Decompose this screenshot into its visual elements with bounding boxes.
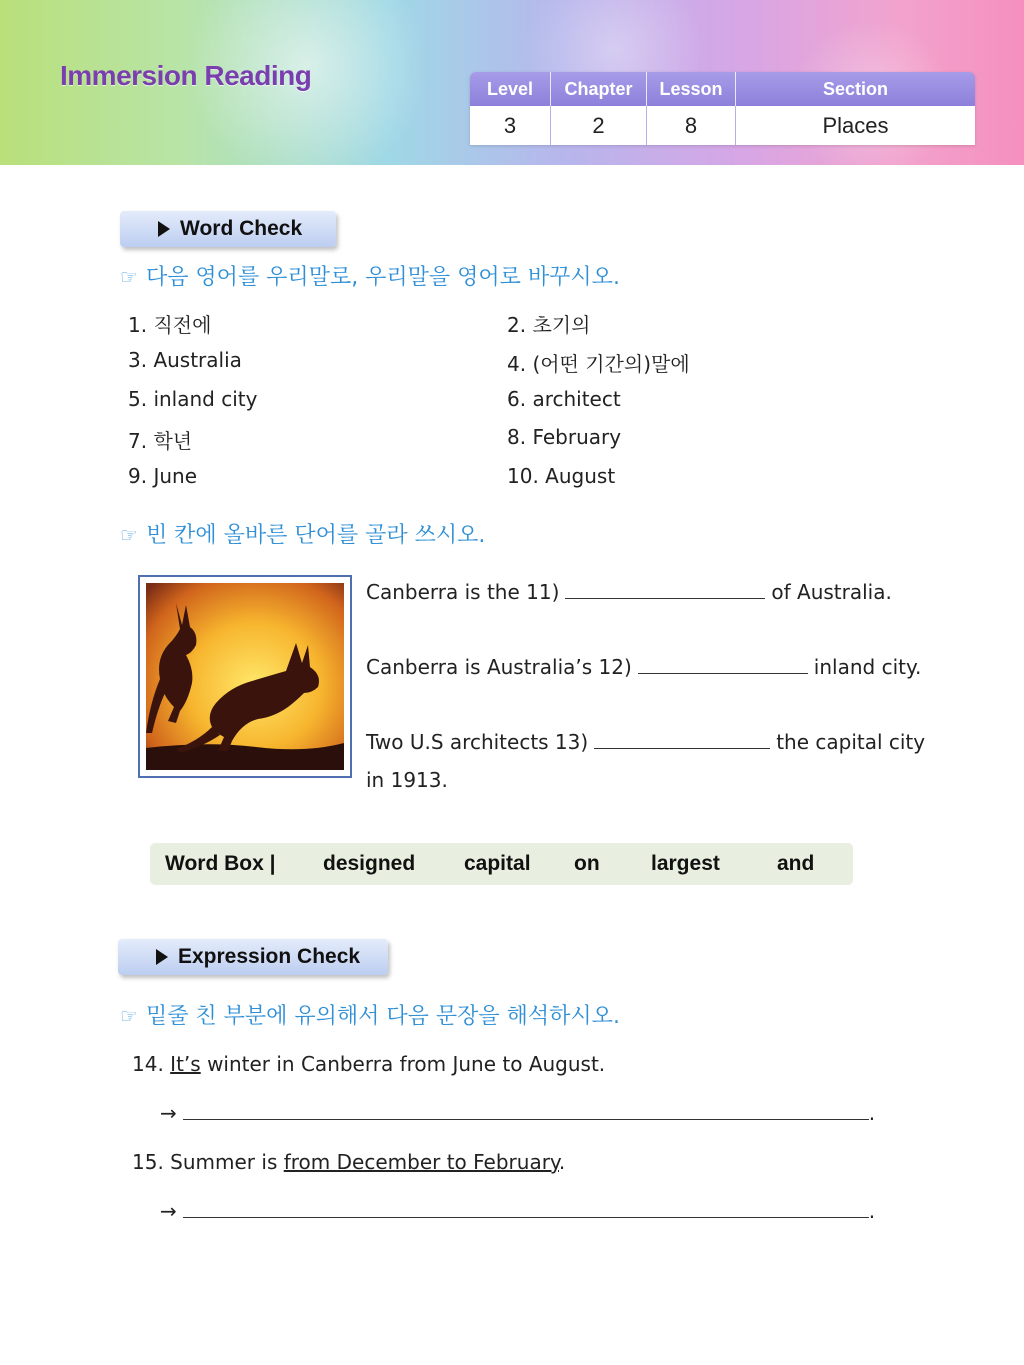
play-triangle-icon	[158, 221, 170, 237]
word-item-4: 4. (어떤 기간의)말에	[507, 352, 690, 376]
q15-underlined: from December to February	[283, 1150, 559, 1174]
play-triangle-icon	[156, 949, 168, 965]
q14-number: 14.	[132, 1052, 164, 1076]
question-15	[132, 1150, 565, 1174]
word-option-largest: largest	[651, 852, 720, 875]
word-check-label: Word Check	[180, 217, 303, 240]
expression-check-label: Expression Check	[178, 945, 361, 968]
sentence-13-continuation: in 1913.	[366, 768, 448, 792]
info-header-row	[470, 72, 975, 106]
word-item-1: 1. 직전에	[128, 313, 212, 337]
word-box	[150, 843, 853, 885]
sentence-13-before: Two U.S architects 13)	[366, 730, 589, 754]
pointing-hand-icon: ☞	[120, 523, 138, 547]
sentence-11-after: of Australia.	[771, 580, 892, 604]
word-item-3: 3. Australia	[128, 348, 242, 372]
word-option-designed: designed	[323, 852, 416, 875]
value-chapter: 2	[551, 106, 647, 145]
lesson-info-table	[470, 72, 975, 145]
blank-13-input[interactable]	[594, 730, 770, 749]
col-level: Level	[470, 72, 551, 106]
q15-end: .	[558, 1150, 566, 1174]
word-item-2: 2. 초기의	[507, 313, 591, 337]
answer-15-period: .	[868, 1199, 876, 1223]
fill-blank-instruction	[120, 518, 485, 549]
word-item-9: 9. June	[128, 464, 197, 488]
answer-14-period: .	[868, 1101, 876, 1125]
word-option-and: and	[777, 852, 815, 875]
arrow-icon: →	[160, 1199, 177, 1223]
q15-number: 15. Summer is	[132, 1150, 278, 1174]
expression-instruction-text: 밑줄 친 부분에 유의해서 다음 문장을 해석하시오.	[145, 1004, 620, 1029]
word-check-instruction-text: 다음 영어를 우리말로, 우리말을 영어로 바꾸시오.	[145, 265, 620, 290]
sentence-11	[366, 580, 892, 604]
blank-12-input[interactable]	[638, 655, 808, 674]
q14-rest: winter in Canberra from June to August.	[207, 1052, 606, 1076]
blank-11-input[interactable]	[565, 580, 765, 599]
q14-underlined: It’s	[170, 1052, 201, 1076]
col-section: Section	[822, 78, 888, 99]
word-option-on: on	[574, 852, 600, 875]
answer-14-line[interactable]	[160, 1101, 875, 1125]
sentence-12-before: Canberra is Australia’s 12)	[366, 655, 632, 679]
sentence-11-before: Canberra is the 11)	[366, 580, 560, 604]
value-lesson: 8	[647, 106, 736, 145]
kangaroo-silhouette-illustration	[146, 583, 344, 770]
sentence-12-after: inland city.	[813, 655, 922, 679]
expression-instruction	[120, 999, 620, 1030]
expression-check-tab	[118, 939, 388, 975]
pointing-hand-icon: ☞	[120, 1004, 138, 1028]
word-check-instruction	[120, 260, 620, 291]
col-chapter: Chapter	[551, 72, 647, 106]
info-value-row	[470, 106, 975, 145]
pointing-hand-icon: ☞	[120, 265, 138, 289]
header-banner	[0, 0, 1024, 165]
question-14	[132, 1052, 605, 1076]
sentence-13-after: the capital city	[776, 730, 926, 754]
word-item-7: 7. 학년	[128, 429, 193, 453]
word-check-tab	[120, 211, 336, 247]
word-item-6: 6. architect	[507, 387, 621, 411]
sentence-13	[366, 730, 925, 754]
word-item-10: 10. August	[507, 464, 616, 488]
kangaroo-sunset-image	[138, 575, 352, 778]
col-lesson: Lesson	[647, 72, 736, 106]
fill-blank-instruction-text: 빈 칸에 올바른 단어를 골라 쓰시오.	[145, 523, 486, 548]
arrow-icon: →	[160, 1101, 177, 1125]
answer-15-input[interactable]	[183, 1203, 869, 1218]
app-title: Immersion Reading	[60, 60, 312, 91]
value-level: 3	[470, 106, 551, 145]
sentence-12	[366, 655, 921, 679]
word-item-5: 5. inland city	[128, 387, 258, 411]
word-item-8: 8. February	[507, 425, 622, 449]
answer-15-line[interactable]	[160, 1199, 875, 1223]
word-box-label: Word Box |	[165, 852, 276, 875]
word-option-capital: capital	[464, 852, 531, 875]
answer-14-input[interactable]	[183, 1105, 869, 1120]
value-section: Places	[822, 112, 889, 138]
